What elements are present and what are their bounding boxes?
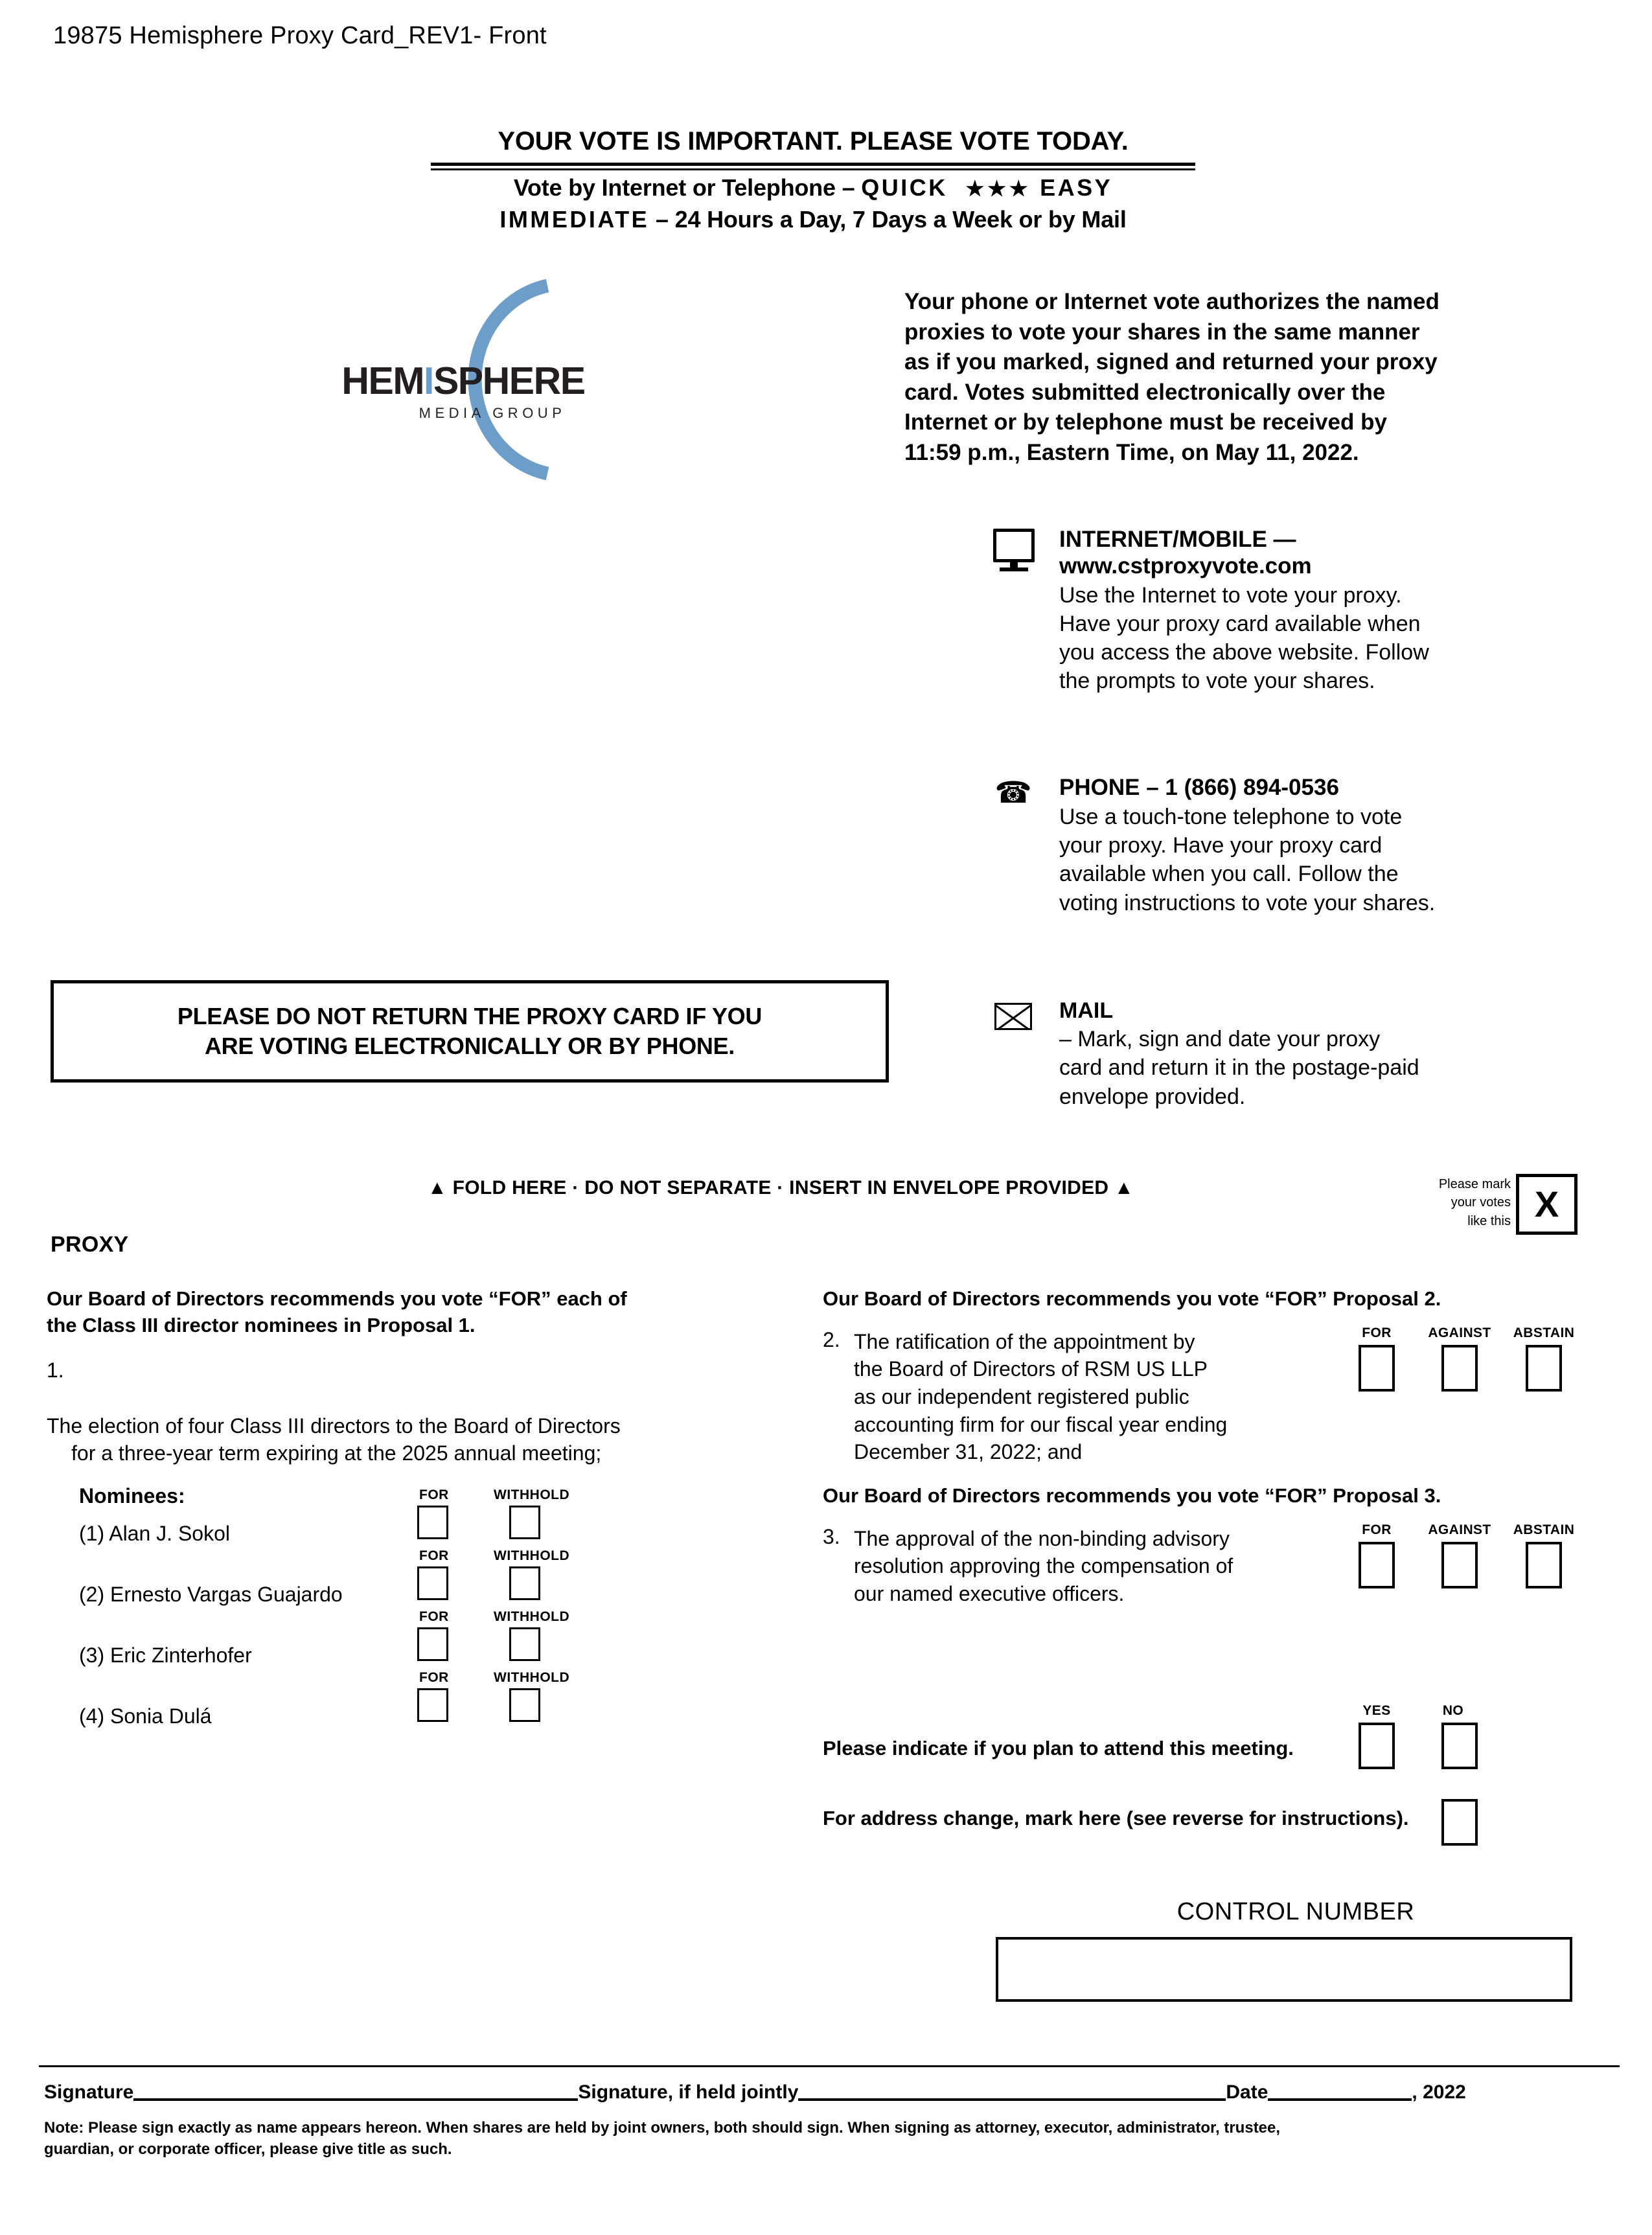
- proposal-3-against-checkbox[interactable]: [1441, 1542, 1478, 1588]
- logo-word-pre: HEM: [341, 360, 424, 402]
- proposal-3-text: [854, 1525, 1333, 1608]
- internet-instruction-line: Use the Internet to vote your proxy.: [1059, 582, 1402, 608]
- headline-secondary-easy: [1031, 174, 1040, 201]
- nominee-4-withhold-checkbox[interactable]: [509, 1688, 540, 1722]
- headline-secondary: [418, 174, 1208, 201]
- proposal-2-recommendation: Our Board of Directors recommends you vote “FOR” Proposal 2.: [823, 1287, 1441, 1310]
- control-number-field[interactable]: [996, 1937, 1572, 2002]
- headline-divider: [431, 163, 1195, 170]
- mail-instruction-line: envelope provided.: [1059, 1084, 1246, 1109]
- proposal-2-line: as our independent registered public: [854, 1385, 1189, 1408]
- nominee-name-2: (2) Ernesto Vargas Guajardo: [79, 1583, 343, 1607]
- headline-secondary-a: Vote by Internet or Telephone –: [513, 174, 862, 201]
- do-not-return-notice: [51, 980, 889, 1083]
- proposal-3-row: [823, 1522, 1600, 1608]
- proposal-2-text: [854, 1328, 1333, 1466]
- proxy-section-label: PROXY: [51, 1232, 129, 1257]
- headline-secondary-quick: QUICK: [861, 174, 948, 201]
- internet-instruction-line: you access the above website. Follow: [1059, 640, 1429, 665]
- address-change-question: For address change, mark here (see reverse for instructions).: [823, 1807, 1409, 1829]
- nominee-name-3: (3) Eric Zinterhofer: [79, 1644, 252, 1668]
- address-change-checkbox[interactable]: [1441, 1799, 1478, 1846]
- do-not-return-line1: PLEASE DO NOT RETURN THE PROXY CARD IF YOU: [177, 1002, 763, 1029]
- proposal-1-column: [47, 1286, 811, 1728]
- nominee-3-withhold-checkbox[interactable]: [509, 1627, 540, 1661]
- proposal-1-text: [47, 1357, 811, 1468]
- nominee-name-1: (1) Alan J. Sokol: [79, 1522, 230, 1546]
- signature-label-1: Signature: [44, 2081, 134, 2103]
- signature-divider: [39, 2065, 1620, 2067]
- intro-line: Your phone or Internet vote authorizes the named: [904, 289, 1440, 314]
- mail-first-line: [1059, 996, 1652, 1053]
- telephone-glyph: ☎: [994, 775, 1032, 809]
- recommendation-line: Our Board of Directors recommends you vote “FOR” each of: [47, 1287, 627, 1310]
- proposal-3-number: 3.: [823, 1524, 840, 1548]
- envelope-icon: [988, 996, 1038, 1030]
- proposal-2-line: accounting firm for our fiscal year ending: [854, 1412, 1228, 1436]
- mark-instruction-text: [1394, 1175, 1511, 1230]
- attendance-yes-label: YES: [1362, 1703, 1391, 1718]
- voting-method-internet: [988, 527, 1652, 696]
- headline-tertiary-immediate: IMMEDIATE: [499, 206, 650, 233]
- proposal-3-vote-options: [1348, 1522, 1600, 1626]
- mark-sample-box: X: [1516, 1174, 1577, 1235]
- proposal-3-line: our named executive officers.: [854, 1581, 1125, 1605]
- nominee-4-for-checkbox[interactable]: [417, 1688, 448, 1722]
- voting-method-phone: [988, 775, 1652, 917]
- intro-line: card. Votes submitted electronically over the: [904, 379, 1386, 405]
- proposal-2-against-checkbox[interactable]: [1441, 1345, 1478, 1392]
- nominee-2-for-label: FOR: [419, 1548, 449, 1564]
- mail-instruction-line: card and return it in the postage-paid: [1059, 1055, 1419, 1081]
- signature-year: , 2022: [1412, 2081, 1466, 2103]
- intro-line: Internet or by telephone must be received by: [904, 409, 1387, 435]
- nominee-3-withhold-label: WITHHOLD: [494, 1609, 570, 1625]
- internet-instruction-line: Have your proxy card available when: [1059, 612, 1421, 637]
- signature-line-1[interactable]: [133, 2098, 578, 2101]
- phone-instruction-line: available when you call. Follow the: [1059, 862, 1399, 887]
- logo-word-post: SPHERE: [433, 360, 585, 402]
- nominee-4-withhold-label: WITHHOLD: [494, 1670, 570, 1686]
- do-not-return-line2: ARE VOTING ELECTRONICALLY OR BY PHONE.: [204, 1033, 735, 1059]
- phone-instruction-line: your proxy. Have your proxy card: [1059, 833, 1382, 858]
- headline-secondary-easy-text: EASY: [1040, 174, 1113, 201]
- proposal-2-line: December 31, 2022; and: [854, 1440, 1083, 1464]
- nominees-table: [47, 1484, 694, 1728]
- signature-date-line[interactable]: [1268, 2098, 1412, 2101]
- telephone-icon: [988, 775, 1038, 807]
- recommendation-line: the Class III director nominees in Proposal 1.: [47, 1313, 476, 1336]
- proposal-3-abstain-checkbox[interactable]: [1526, 1542, 1562, 1588]
- headline-tertiary: [418, 206, 1208, 233]
- proposal-1-line1: [47, 1357, 811, 1440]
- proposal-2-line: The ratification of the appointment by: [854, 1329, 1195, 1353]
- attendance-no-checkbox[interactable]: [1441, 1723, 1478, 1769]
- phone-instruction-line: Use a touch-tone telephone to vote: [1059, 804, 1403, 829]
- internet-head-line1: INTERNET/MOBILE —: [1059, 527, 1296, 552]
- logo-subtitle: MEDIA GROUP: [419, 405, 566, 421]
- proposal-2-abstain-label: ABSTAIN: [1513, 1325, 1575, 1340]
- nominee-4-for-label: FOR: [419, 1670, 449, 1686]
- voting-method-mail: [988, 996, 1652, 1111]
- proposal-3-for-label: FOR: [1362, 1522, 1392, 1537]
- signature-row: [44, 2081, 1612, 2103]
- proposal-2-number: 2.: [823, 1327, 840, 1351]
- proposal-2-line: the Board of Directors of RSM US LLP: [854, 1357, 1208, 1381]
- file-title: 19875 Hemisphere Proxy Card_REV1- Front: [53, 22, 547, 49]
- nominee-3-for-label: FOR: [419, 1609, 449, 1625]
- proposal-1-number: 1.: [47, 1358, 64, 1382]
- nominee-2-for-checkbox[interactable]: [417, 1566, 448, 1600]
- mark-instruction-block: [1380, 1174, 1581, 1236]
- proposal-3-abstain-label: ABSTAIN: [1513, 1522, 1575, 1537]
- mark-instruction-line: like this: [1467, 1213, 1511, 1228]
- control-number-label: CONTROL NUMBER: [1176, 1898, 1415, 1925]
- intro-line: proxies to vote your shares in the same manner: [904, 319, 1420, 345]
- monitor-icon: [988, 527, 1038, 565]
- mail-head-rest: – Mark, sign and date your proxy: [1059, 1027, 1381, 1052]
- nominee-1-for-label: FOR: [419, 1487, 449, 1503]
- nominee-3-for-checkbox[interactable]: [417, 1627, 448, 1661]
- vote-headline-block: [418, 127, 1208, 233]
- internet-instruction-line: the prompts to vote your shares.: [1059, 669, 1375, 694]
- mark-instruction-line: your votes: [1451, 1195, 1511, 1210]
- headline-tertiary-rest: – 24 Hours a Day, 7 Days a Week or by Mail: [649, 206, 1127, 233]
- proposal-3-recommendation: Our Board of Directors recommends you vote “FOR” Proposal 3.: [823, 1484, 1441, 1507]
- nominee-1-withhold-checkbox[interactable]: [509, 1506, 540, 1539]
- proposal-3-line: resolution approving the compensation of: [854, 1554, 1233, 1578]
- signature-label-2: Signature, if held jointly: [578, 2081, 799, 2103]
- phone-body: [1059, 775, 1652, 917]
- attendance-no-label: NO: [1442, 1703, 1464, 1718]
- signature-note-line: Note: Please sign exactly as name appears hereon. When shares are held by joint owners, both should sign. When signing as attorney, executor, administrator, trustee,: [44, 2119, 1281, 2137]
- proposal-1-recommendation: [47, 1286, 811, 1339]
- proposal-3-for-checkbox[interactable]: [1359, 1542, 1395, 1588]
- attendance-question: Please indicate if you plan to attend this meeting.: [823, 1737, 1294, 1759]
- proposal-2-abstain-checkbox[interactable]: [1526, 1345, 1562, 1392]
- intro-line: 11:59 p.m., Eastern Time, on May 11, 2022.: [904, 439, 1359, 465]
- proposal-2-row: [823, 1325, 1600, 1466]
- mail-instructions: [1059, 996, 1652, 1111]
- attendance-yes-checkbox[interactable]: [1359, 1723, 1395, 1769]
- signature-line-2[interactable]: [798, 2098, 1226, 2101]
- nominee-2-withhold-checkbox[interactable]: [509, 1566, 540, 1600]
- logo-wordmark: [295, 362, 632, 400]
- signature-note: [44, 2117, 1612, 2160]
- proposal-2-against-label: AGAINST: [1428, 1325, 1491, 1340]
- nominee-1-for-checkbox[interactable]: [417, 1506, 448, 1539]
- intro-paragraph: [904, 287, 1594, 468]
- proposals-2-3-column: [823, 1286, 1600, 1829]
- signature-note-line: guardian, or corporate officer, please give title as such.: [44, 2140, 452, 2159]
- intro-line: as if you marked, signed and returned your proxy: [904, 349, 1438, 375]
- stars-icon: [948, 177, 966, 200]
- nominee-2-withhold-label: WITHHOLD: [494, 1548, 570, 1564]
- proposal-3-line: The approval of the non-binding advisory: [854, 1526, 1230, 1550]
- proposal-2-for-checkbox[interactable]: [1359, 1345, 1395, 1392]
- mail-head: MAIL: [1059, 998, 1114, 1023]
- phone-instruction-line: voting instructions to vote your shares.: [1059, 890, 1436, 915]
- headline-primary: YOUR VOTE IS IMPORTANT. PLEASE VOTE TODAY.: [498, 127, 1129, 155]
- nominee-1-withhold-label: WITHHOLD: [494, 1487, 570, 1503]
- mail-body: [1059, 996, 1652, 1111]
- mark-instruction-line: Please mark: [1438, 1177, 1511, 1191]
- proposal-3-against-label: AGAINST: [1428, 1522, 1491, 1537]
- phone-instructions: [1059, 803, 1652, 917]
- internet-body: [1059, 527, 1652, 696]
- proposal-2-for-label: FOR: [1362, 1325, 1392, 1340]
- internet-instructions: [1059, 581, 1652, 696]
- phone-head: PHONE – 1 (866) 894-0536: [1059, 775, 1339, 800]
- nominees-label: Nominees:: [79, 1484, 185, 1508]
- proposal-1-text-b: for a three-year term expiring at the 2025 annual meeting;: [71, 1441, 602, 1465]
- logo-word-i: I: [424, 360, 433, 402]
- proposal-2-vote-options: [1348, 1325, 1600, 1429]
- signature-label-3: Date: [1226, 2081, 1268, 2103]
- hemisphere-logo: [295, 275, 632, 489]
- stars-glyphs: ★★★: [965, 177, 1031, 200]
- fold-here-instruction: ▲ FOLD HERE · DO NOT SEPARATE · INSERT IN ENVELOPE PROVIDED ▲: [428, 1177, 1134, 1198]
- nominee-name-4: (4) Sonia Dulá: [79, 1704, 212, 1728]
- proposal-1-text-a: The election of four Class III directors to the Board of Directors: [47, 1414, 621, 1438]
- internet-website-url[interactable]: www.cstproxyvote.com: [1059, 553, 1312, 579]
